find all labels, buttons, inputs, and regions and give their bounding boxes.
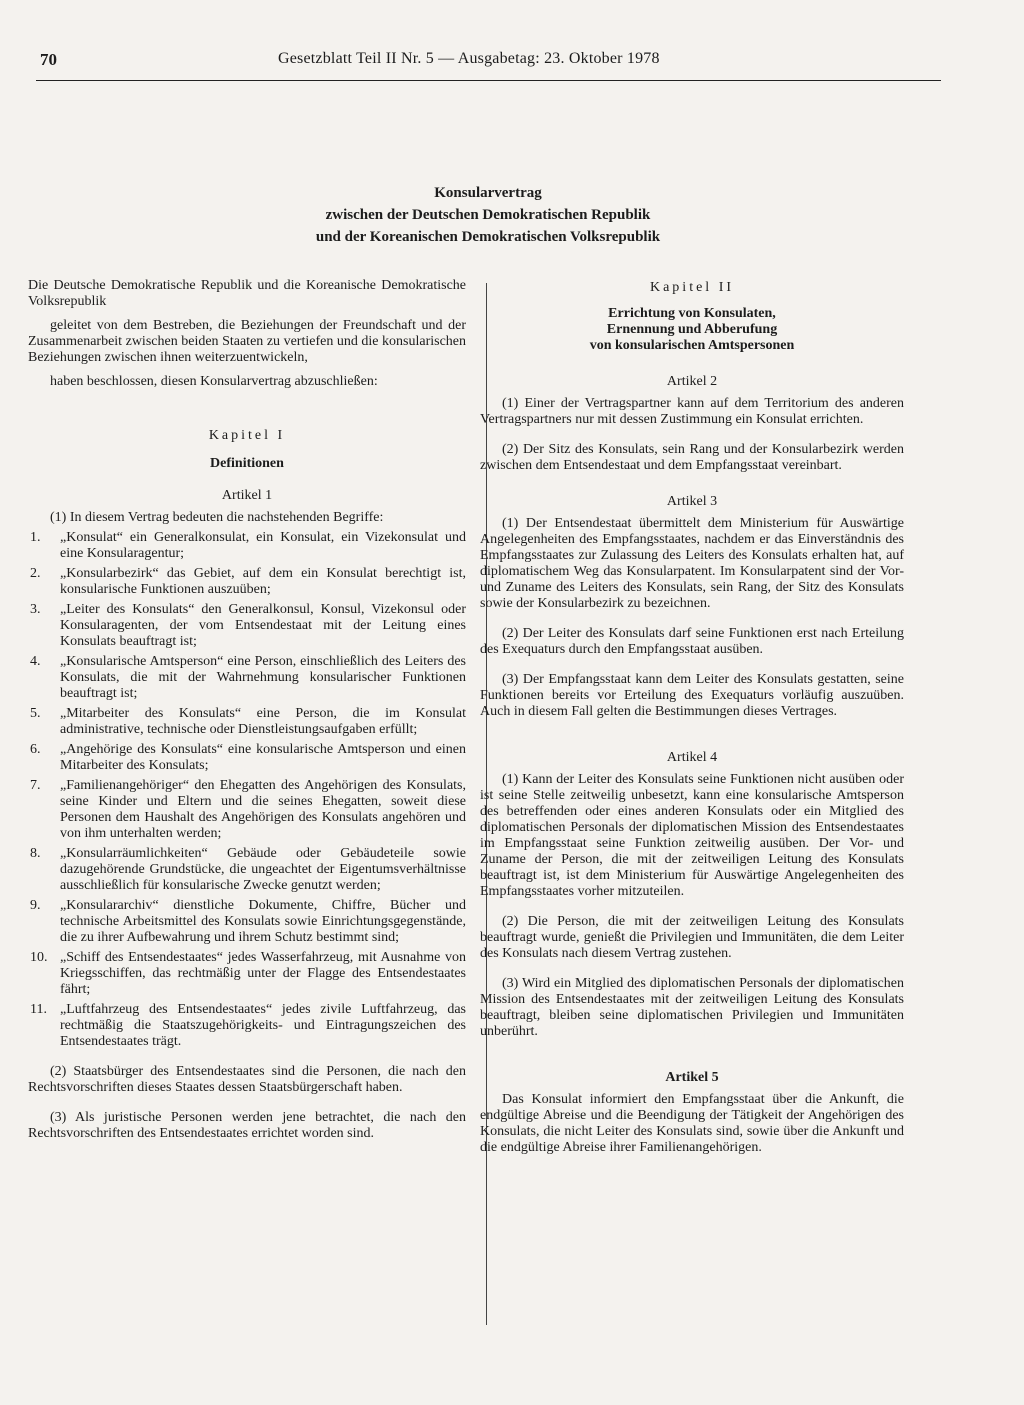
article-4-paragraph-2: (2) Die Person, die mit der zeitweiligen Leitung des Konsulats beauftragt wurde, genießt die Privilegien und Immunitäten, die dem Leiter des Konsulats nach diesem Vertrag zustehen. xyxy=(480,914,904,961)
document-title xyxy=(200,182,776,248)
list-item xyxy=(28,778,466,842)
definition-number: 5. xyxy=(30,706,41,721)
article-2-paragraph-1: (1) Einer der Vertragspartner kann auf dem Territorium des anderen Vertragspartners nur mit dessen Zustimmung ein Konsulat errichten. xyxy=(480,396,904,427)
list-item xyxy=(28,950,466,998)
preamble-parties: Die Deutsche Demokratische Republik und die Koreanische Demokratische Volksrepublik xyxy=(28,278,466,309)
page-number: 70 xyxy=(40,50,57,69)
definition-number: 9. xyxy=(30,898,41,913)
right-column xyxy=(480,280,904,1156)
preamble-decision: haben beschlossen, diesen Konsularvertrag abzuschließen: xyxy=(50,374,378,389)
left-column xyxy=(28,278,466,1142)
article-2-heading: Artikel 2 xyxy=(666,374,718,389)
list-item xyxy=(28,654,466,702)
article-2-paragraph-2: (2) Der Sitz des Konsulats, sein Rang und der Konsularbezirk werden zwischen dem Entsendestaat und dem Empfangsstaat vereinbart. xyxy=(480,442,904,473)
article-4-heading: Artikel 4 xyxy=(666,750,718,765)
definition-number: 4. xyxy=(30,654,41,669)
definition-number: 1. xyxy=(30,530,41,545)
definition-number: 3. xyxy=(30,602,41,617)
definition-text: „Mitarbeiter des Konsulats“ eine Person, die im Konsulat administrative, technische oder Dienstleistungsaufgaben erfüllt; xyxy=(60,706,466,737)
article-1-paragraph-2: (2) Staatsbürger des Entsendestaates sind die Personen, die nach den Rechtsvorschriften dieses Staates dessen Staatsbürgerschaft haben. xyxy=(28,1064,466,1095)
list-item xyxy=(28,530,466,562)
page-header xyxy=(36,50,941,81)
definition-text: „Angehörige des Konsulats“ eine konsularische Amtsperson und einen Mitarbeiter des Konsulats; xyxy=(60,742,466,773)
list-item xyxy=(28,706,466,738)
chapter-2-title-line-1: Errichtung von Konsulaten, xyxy=(608,306,776,321)
definition-number: 8. xyxy=(30,846,41,861)
definition-text: „Konsulararchiv“ dienstliche Dokumente, Chiffre, Bücher und technische Arbeitsmittel des Konsulats sowie Einrichtungsgegenstände, die zu ihrer Aufbewahrung und ihrem Schutz bestimmt sind; xyxy=(60,898,466,945)
definition-number: 11. xyxy=(30,1002,47,1017)
article-3-paragraph-3: (3) Der Empfangsstaat kann dem Leiter des Konsulats gestatten, seine Funktionen bereits vor Erteilung des Exequaturs vorläufig auszuüben. Auch in diesem Fall gelten die Bestimmungen dieses Vertrages. xyxy=(480,672,904,719)
article-1-paragraph-3: (3) Als juristische Personen werden jene betrachtet, die nach den Rechtsvorschriften des Entsendestaates errichtet worden sind. xyxy=(28,1110,466,1141)
list-item xyxy=(28,602,466,650)
chapter-2-label: Kapitel II xyxy=(649,280,735,295)
definition-number: 2. xyxy=(30,566,41,581)
article-3-heading: Artikel 3 xyxy=(666,494,718,509)
article-1-heading: Artikel 1 xyxy=(221,488,273,503)
definition-text: „Luftfahrzeug des Entsendestaates“ jedes zivile Luftfahrzeug, das rechtmäßig die Staatszugehörigkeits- und Eintragungszeichen des Entsendestaates trägt. xyxy=(60,1002,466,1049)
definition-text: „Schiff des Entsendestaates“ jedes Wasserfahrzeug, mit Ausnahme von Kriegsschiffen, das rechtmäßig unter der Flagge des Entsendestaates fährt; xyxy=(60,950,466,997)
chapter-1-label: Kapitel I xyxy=(208,428,286,443)
definition-number: 6. xyxy=(30,742,41,757)
running-title: Gesetzblatt Teil II Nr. 5 — Ausgabetag: 23. Oktober 1978 xyxy=(278,50,660,67)
chapter-2-title-line-3: von konsularischen Amtspersonen xyxy=(589,338,795,353)
article-5-heading: Artikel 5 xyxy=(665,1070,719,1085)
title-line-2: zwischen der Deutschen Demokratischen Republik xyxy=(325,207,651,223)
list-item xyxy=(28,566,466,598)
definition-text: „Konsularische Amtsperson“ eine Person, einschließlich des Leiters des Konsulats, die mit der Wahrnehmung konsularischer Funktionen beauftragt ist; xyxy=(60,654,466,701)
article-4-paragraph-3: (3) Wird ein Mitglied des diplomatischen Personals der diplomatischen Mission des Entsendestaates mit der zeitweiligen Leitung des Konsulats beauftragt, bleiben seine diplomatischen Privilegien und Immunitäten unberührt. xyxy=(480,976,904,1039)
preamble-intent: geleitet von dem Bestreben, die Beziehungen der Freundschaft und der Zusammenarbeit zwischen beiden Staaten zu vertiefen und die konsularischen Beziehungen zwischen ihnen weiterzuentwickeln, xyxy=(28,318,466,365)
title-line-1: Konsularvertrag xyxy=(434,185,542,201)
definition-text: „Konsulat“ ein Generalkonsulat, ein Konsulat, ein Vizekonsulat und eine Konsularagentur; xyxy=(60,530,466,561)
definitions-list xyxy=(28,530,466,1050)
list-item xyxy=(28,898,466,946)
chapter-2-title-line-2: Ernennung und Abberufung xyxy=(606,322,778,337)
list-item xyxy=(28,742,466,774)
definition-text: „Leiter des Konsulats“ den Generalkonsul, Konsul, Vizekonsul oder Konsularagenten, der vom Entsendestaat mit der Leitung eines Konsulats beauftragt ist; xyxy=(60,602,466,649)
definition-text: „Konsularbezirk“ das Gebiet, auf dem ein Konsulat berechtigt ist, konsularische Funktionen auszuüben; xyxy=(60,566,466,597)
chapter-1-title: Definitionen xyxy=(210,456,284,471)
article-5-paragraph-1: Das Konsulat informiert den Empfangsstaat über die Ankunft, die endgültige Abreise und die Beendigung der Tätigkeit der Angehörigen des Konsulats, die nicht Leiter des Konsulats sind, sowie über die Ankunft und die endgültige Abreise ihrer Familienangehörigen. xyxy=(480,1092,904,1155)
article-3-paragraph-1: (1) Der Entsendestaat übermittelt dem Ministerium für Auswärtige Angelegenheiten des Empfangsstaates, nachdem er das Einverständnis des Empfangsstaates zur Zulassung des Leiters des Konsulats erhalten hat, auf diplomatischem Weg das Konsularpatent. Im Konsularpatent sind der Vor- und Zuname des Leiters des Konsulats, sein Rang, der Sitz des Konsulats sowie der Konsularbezirk zu bezeichnen. xyxy=(480,516,904,611)
article-3-paragraph-2: (2) Der Leiter des Konsulats darf seine Funktionen erst nach Erteilung des Exequaturs durch den Empfangsstaat ausüben. xyxy=(480,626,904,657)
article-1-intro: (1) In diesem Vertrag bedeuten die nachstehenden Begriffe: xyxy=(50,510,384,525)
chapter-2-title xyxy=(480,306,904,354)
list-item xyxy=(28,1002,466,1050)
list-item xyxy=(28,846,466,894)
article-4-paragraph-1: (1) Kann der Leiter des Konsulats seine Funktionen nicht ausüben oder ist seine Stelle zeitweilig unbesetzt, kann eine konsularische Amtsperson des betreffenden oder eines anderen Konsulats oder ein Mitglied des diplomatischen Personals der diplomatischen Mission des Entsendestaates im Empfangsstaat seine Funktion zeitweilig ausüben. Der Vor- und Zuname der Person, die mit der zeitweiligen Leitung des Konsulats beauftragt ist, ist dem Ministerium für Auswärtige Angelegenheiten des Empfangsstaates vorher mitzuteilen. xyxy=(480,772,904,899)
definition-text: „Konsularräumlichkeiten“ Gebäude oder Gebäudeteile sowie dazugehörende Grundstücke, die ungeachtet der Eigentumsverhältnisse ausschließlich für konsularische Zwecke genutzt werden; xyxy=(60,846,466,893)
definition-number: 10. xyxy=(30,950,48,965)
definition-number: 7. xyxy=(30,778,41,793)
definition-text: „Familienangehöriger“ den Ehegatten des Angehörigen des Konsulats, seine Kinder und Eltern und die seines Ehegatten, soweit diese Personen dem Haushalt des Angehörigen des Konsulats angehören und von ihm unterhalten werden; xyxy=(60,778,466,841)
title-line-3: und der Koreanischen Demokratischen Volksrepublik xyxy=(315,229,661,245)
